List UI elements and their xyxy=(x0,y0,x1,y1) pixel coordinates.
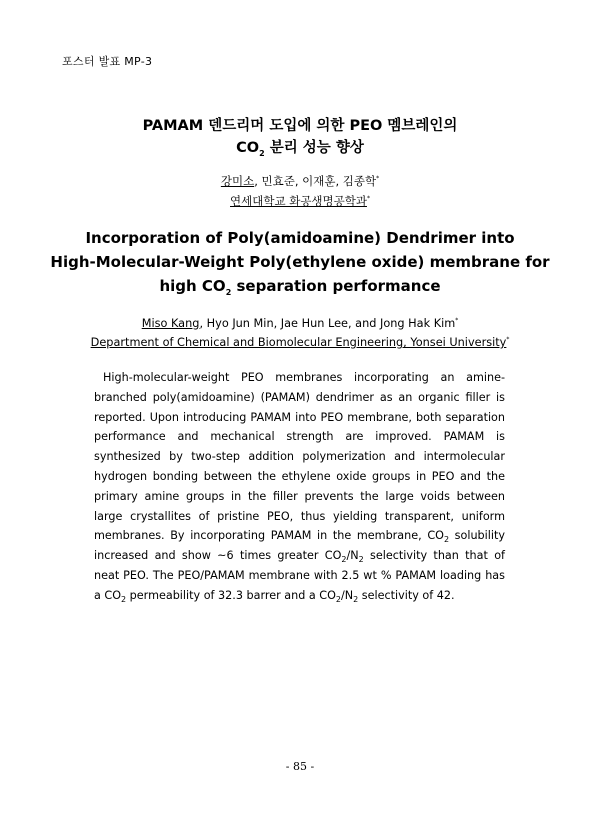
english-title-line1: Incorporation of Poly(amidoamine) Dendrimer into xyxy=(85,229,515,247)
english-title-line3 xyxy=(0,277,600,295)
english-coauthors: , Hyo Jun Min, Jae Hun Lee, and Jong Hak Kim xyxy=(199,317,456,330)
abstract-text-3: /N xyxy=(346,549,359,563)
abstract-sub-3: 2 xyxy=(358,555,364,565)
korean-presenter: 강미소 xyxy=(220,174,255,188)
korean-title-line1: PAMAM 덴드리머 도입에 의한 PEO 멤브레인의 xyxy=(142,118,458,134)
abstract-sub-4: 2 xyxy=(121,595,127,604)
abstract-paragraph xyxy=(94,368,505,606)
korean-title-line2 xyxy=(0,136,600,157)
page-number: - 85 - xyxy=(285,760,315,773)
english-presenter: Miso Kang xyxy=(141,317,200,330)
english-title-part-a: high CO xyxy=(159,277,226,295)
korean-corresponding-mark: * xyxy=(376,175,380,183)
abstract-sub-2: 2 xyxy=(341,555,347,565)
korean-authors xyxy=(0,173,600,189)
english-title-subscript: 2 xyxy=(225,288,232,297)
abstract-sub-1: 2 xyxy=(443,535,450,545)
abstract-text-1: High-molecular-weight PEO membranes incorporating an amine-branched poly(amidoamine) (PAMAM) dendrimer as an organic filler is reported. Upon introducing PAMAM into PEO membrane, both separation performance and mechanical strength are improved. PAMAM is synthesized by two-step addition polymerization and intermolecular hydrogen bonding between the ethylene oxide groups in PEO and the primary amine groups in the filler prevents the large voids between large crystallites of pristine PEO, thus yielding transparent, uniform membranes. By incorporating PAMAM in the membrane, CO xyxy=(94,371,505,543)
abstract-text-7: selectivity of 42. xyxy=(358,588,455,602)
english-title-part-b: separation performance xyxy=(231,277,441,295)
abstract-text-6: /N xyxy=(340,588,354,602)
session-tag: 포스터 발표 MP-3 xyxy=(62,55,153,68)
english-affiliation-mark: * xyxy=(506,336,510,344)
korean-affiliation-mark: * xyxy=(366,195,370,203)
english-affiliation-text: Department of Chemical and Biomolecular Engineering, Yonsei University xyxy=(90,336,507,349)
korean-affiliation-text: 연세대학교 화공생명공학과 xyxy=(230,194,367,208)
abstract-text-2: solubility increased and show ~6 times greater CO xyxy=(94,529,505,563)
korean-title-subscript: 2 xyxy=(259,148,265,158)
english-corresponding-mark: * xyxy=(455,317,459,325)
english-authors xyxy=(0,317,600,330)
english-affiliation xyxy=(0,336,600,349)
abstract-text-5: permeability of 32.3 barrer and a CO xyxy=(126,588,336,602)
korean-coauthors: , 민효준, 이재훈, 김종학 xyxy=(254,174,377,188)
abstract-sub-6: 2 xyxy=(353,595,359,604)
korean-title-co: CO xyxy=(236,140,260,156)
korean-title-rest: 분리 성능 향상 xyxy=(264,140,364,156)
abstract-text-4: selectivity than that of neat PEO. The PEO/PAMAM membrane with 2.5 wt % PAMAM loading has a CO xyxy=(94,549,505,602)
abstract-sub-5: 2 xyxy=(335,595,341,604)
korean-affiliation xyxy=(0,193,600,209)
english-title-line2: High-Molecular-Weight Poly(ethylene oxide) membrane for xyxy=(50,253,550,271)
